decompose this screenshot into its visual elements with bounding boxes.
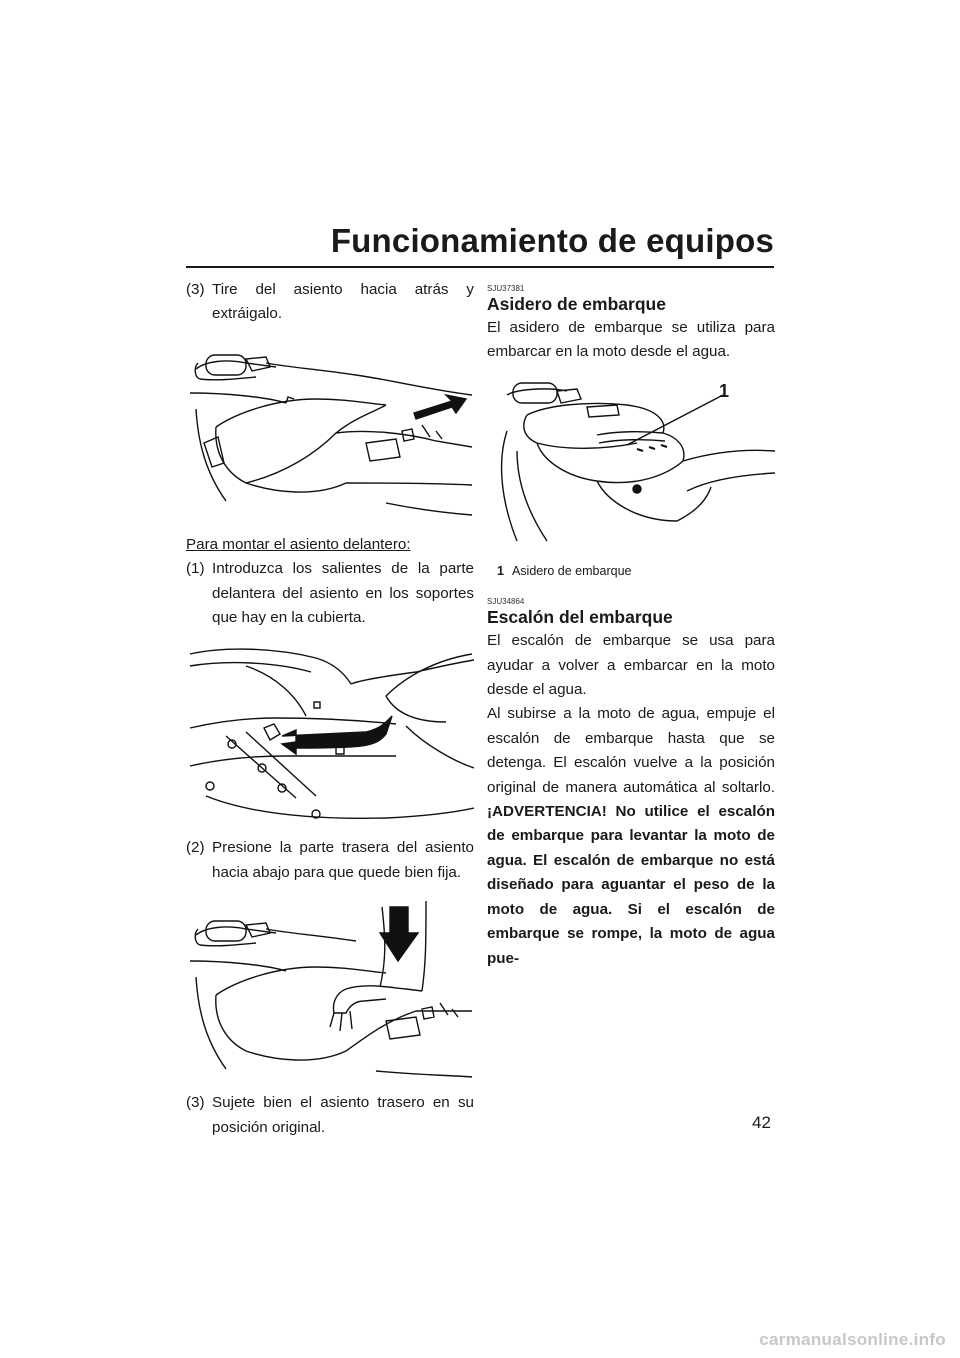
- callout-1: 1: [719, 380, 730, 401]
- step-install-2: [186, 836, 474, 885]
- watermark: carmanualsonline.info: [759, 1330, 946, 1349]
- boarding-step-text-2: [487, 702, 775, 970]
- step-remove-3: [186, 278, 474, 327]
- boarding-step-text-1: El escalón de embarque se usa para ayudar a volver a embarcar en la moto desde el agua.: [487, 632, 775, 699]
- boarding-step-warning: ¡ADVERTENCIA! No utilice el escalón de embarque para levantar la moto de agua. El escalón de embarque no está diseñado para aguantar el peso de la moto de agua. Si el escalón de embarque se rompe, la moto de agua pue-: [487, 803, 775, 967]
- step-text: Sujete bien el asiento trasero en su posición original.: [212, 1094, 474, 1136]
- step-number: (3): [186, 1094, 205, 1112]
- step-number: (2): [186, 839, 205, 857]
- caption-number: 1: [497, 563, 504, 578]
- boarding-handle-figure: [487, 371, 775, 549]
- right-column: [487, 278, 775, 971]
- boarding-handle-heading: Asidero de embarque: [487, 294, 666, 314]
- caption-text: Asidero de embarque: [511, 563, 632, 578]
- install-heading: Para montar el asiento delantero:: [186, 535, 411, 553]
- step-number: (3): [186, 281, 205, 298]
- boarding-handle-illustration: [487, 371, 775, 549]
- step-text: Tire del asiento hacia atrás y extráigalo.: [212, 281, 474, 323]
- step-install-1: [186, 557, 474, 630]
- step-text: Presione la parte trasera del asiento hacia abajo para que quede bien fija.: [212, 839, 474, 881]
- title-rule: [186, 266, 774, 268]
- section-code: SJU34864: [487, 597, 525, 607]
- section-code: SJU37381: [487, 284, 525, 293]
- boarding-handle-text: El asidero de embarque se utiliza para embarcar en la moto desde el agua.: [487, 319, 775, 361]
- boarding-step-heading: Escalón del embarque: [487, 607, 673, 628]
- page-title: Funcionamiento de equipos: [330, 222, 774, 259]
- step-number: (1): [186, 560, 205, 578]
- seat-front-install-illustration: [186, 636, 474, 826]
- boarding-step-instructions: Al subirse a la moto de agua, empuje el escalón de embarque hasta que se detenga. El escalón vuelve a la posición original de manera automática al soltarlo.: [487, 705, 775, 796]
- page-number: 42: [752, 1113, 771, 1132]
- step-install-3: [186, 1091, 474, 1140]
- seat-removal-illustration: [186, 333, 474, 523]
- figure-caption: [497, 559, 775, 583]
- step-text: Introduzca los salientes de la parte delantera del asiento en los soportes que hay en la cubierta.: [212, 560, 474, 627]
- seat-press-down-illustration: [186, 891, 474, 1081]
- left-column: [186, 278, 474, 1140]
